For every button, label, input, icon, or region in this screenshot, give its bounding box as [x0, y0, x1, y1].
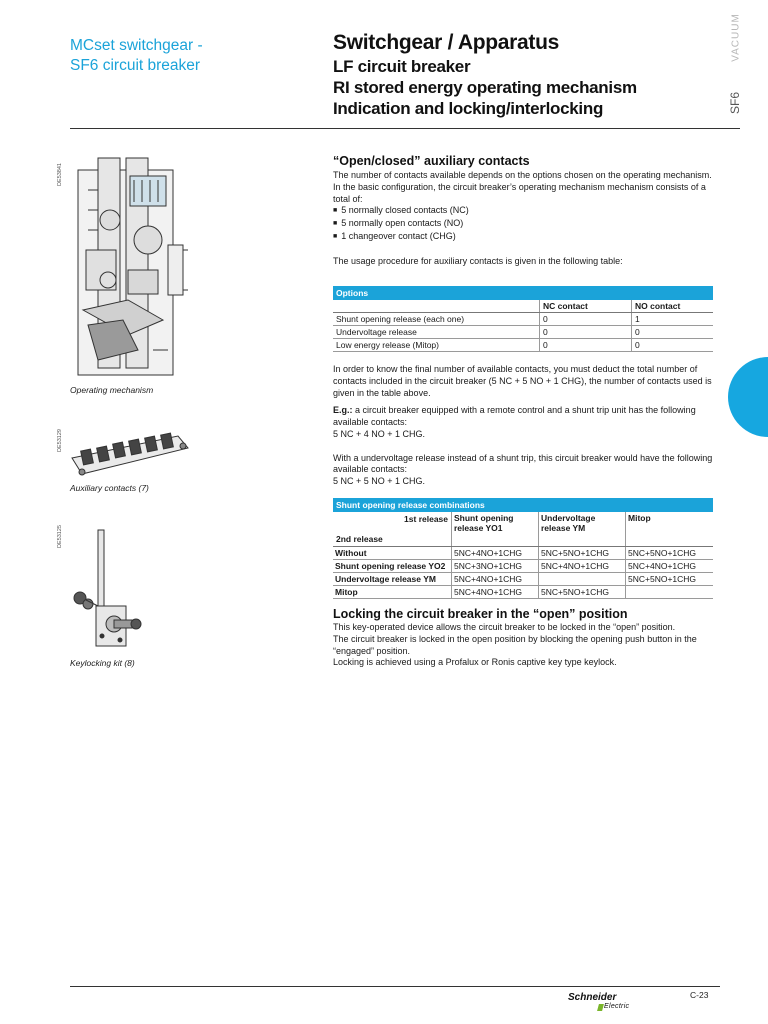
keylocking-kit-illustration	[68, 526, 158, 651]
example-label: E.g.:	[333, 405, 353, 416]
operating-mechanism-illustration	[68, 150, 193, 380]
table-cell: 5NC+4NO+1CHG	[539, 560, 626, 573]
paragraph: With a undervoltage release instead of a shunt trip, this circuit breaker would have the following available contacts:	[333, 452, 713, 475]
row-header: Shunt opening release YO2	[333, 560, 452, 573]
table-row	[333, 547, 713, 560]
table-cell	[539, 573, 626, 586]
options-table	[333, 286, 713, 352]
page-number: C-23	[690, 990, 709, 1000]
header-rule	[70, 128, 740, 129]
table-cell: 0	[632, 339, 714, 352]
corner-label-2nd: 2nd release	[336, 534, 383, 544]
column-header: Mitop	[626, 512, 714, 547]
side-tab-sf6: SF6	[728, 92, 742, 115]
example-result: 5 NC + 5 NO + 1 CHG.	[333, 476, 426, 487]
series-line-2: SF6 circuit breaker	[70, 57, 201, 74]
bullet-item: ■ 1 changeover contact (CHG)	[333, 231, 713, 244]
table-cell	[626, 586, 714, 599]
table-cell: 5NC+5NO+1CHG	[539, 547, 626, 560]
section-aux-contacts-body	[333, 170, 713, 267]
section-heading-aux-contacts: “Open/closed” auxiliary contacts	[333, 154, 530, 168]
table-cell: 5NC+4NO+1CHG	[452, 547, 539, 560]
figure-code-2: DE53129	[57, 429, 63, 452]
example-paragraph	[333, 405, 713, 429]
table-cell: 0	[540, 313, 632, 326]
table-row	[333, 573, 713, 586]
section-locking-body	[333, 622, 713, 669]
series-line-1: MCset switchgear -	[70, 37, 203, 54]
table-cell: 5NC+5NO+1CHG	[626, 573, 714, 586]
corner-label-1st: 1st release	[404, 514, 448, 524]
figure-caption-3: Keylocking kit (8)	[70, 658, 135, 668]
table-cell: 0	[540, 326, 632, 339]
table-cell: Shunt opening release (each one)	[333, 313, 540, 326]
row-header: Mitop	[333, 586, 452, 599]
table-corner-header	[333, 512, 452, 547]
paragraph: Locking is achieved using a Profalux or Ronis captive key type keylock.	[333, 657, 617, 668]
table-cell: 5NC+4NO+1CHG	[452, 573, 539, 586]
paragraph: This key-operated device allows the circuit breaker to be locked in the “open” position.	[333, 622, 676, 632]
table-cell: 5NC+5NO+1CHG	[626, 547, 714, 560]
bullet-item: ■ 5 normally closed contacts (NC)	[333, 205, 713, 218]
side-tab	[722, 14, 746, 114]
page-subtitle-1: LF circuit breaker	[333, 57, 471, 76]
page-title-block	[333, 30, 637, 119]
table-row	[333, 339, 713, 352]
release-combinations-table	[333, 498, 713, 599]
table-row	[333, 560, 713, 573]
footer-rule	[70, 986, 720, 987]
side-tab-vacuum: VACUUM	[730, 13, 742, 62]
figure-code-3: DE53125	[57, 525, 63, 548]
row-header: Without	[333, 547, 452, 560]
column-header	[333, 300, 540, 313]
table-cell: 1	[632, 313, 714, 326]
table-cell: 5NC+5NO+1CHG	[539, 586, 626, 599]
table-cell: 5NC+3NO+1CHG	[452, 560, 539, 573]
column-header: Shunt opening release YO1	[452, 512, 539, 547]
example-result: 5 NC + 4 NO + 1 CHG.	[333, 428, 426, 439]
table-cell: Undervoltage release	[333, 326, 540, 339]
section-contact-count-body	[333, 364, 713, 488]
figure-caption-1: Operating mechanism	[70, 385, 154, 395]
table-cell: 0	[632, 326, 714, 339]
table-cell: 5NC+4NO+1CHG	[626, 560, 714, 573]
paragraph: In order to know the final number of available contacts, you must deduct the total number of contacts included in the circuit breaker (5 NC + 5 NO + 1 CHG), the number of contacts used is given in the table above.	[333, 364, 712, 398]
column-header: NC contact	[540, 300, 632, 313]
brand-logo	[568, 992, 638, 1018]
brand-mark-icon	[597, 1004, 604, 1011]
brand-name: Schneider	[568, 992, 617, 1003]
paragraph: The number of contacts available depends on the options chosen on the operating mechanism.	[333, 170, 712, 180]
table-row	[333, 313, 713, 326]
table-row	[333, 326, 713, 339]
page-title: Switchgear / Apparatus	[333, 31, 560, 54]
chapter-marker	[728, 357, 768, 437]
figure-caption-2: Auxiliary contacts (7)	[70, 483, 149, 493]
column-header: Undervoltage release YM	[539, 512, 626, 547]
paragraph: In the basic configuration, the circuit breaker’s operating mechanism mechanism consists of a total of:	[333, 181, 706, 204]
example-text: a circuit breaker equipped with a remote control and a shunt trip unit has the following available contacts:	[333, 405, 696, 428]
table-cell: 0	[540, 339, 632, 352]
page-subtitle-2: RI stored energy operating mechanism	[333, 78, 637, 97]
paragraph: The circuit breaker is locked in the open position by blocking the opening push button in the “engaged” position.	[333, 633, 697, 656]
row-header: Undervoltage release YM	[333, 573, 452, 586]
table-title: Options	[333, 286, 713, 300]
table-title: Shunt opening release combinations	[333, 498, 713, 512]
column-header: NO contact	[632, 300, 714, 313]
table-row	[333, 586, 713, 599]
section-heading-locking: Locking the circuit breaker in the “open” position	[333, 607, 628, 621]
figure-code-1: DE53841	[57, 163, 63, 186]
table-cell: 5NC+4NO+1CHG	[452, 586, 539, 599]
document-series	[70, 36, 203, 76]
table-cell: Low energy release (Mitop)	[333, 339, 540, 352]
paragraph: The usage procedure for auxiliary contacts is given in the following table:	[333, 255, 623, 266]
brand-sub: Electric	[604, 1003, 630, 1010]
bullet-item: ■ 5 normally open contacts (NO)	[333, 218, 713, 231]
auxiliary-contacts-illustration	[68, 428, 193, 480]
page-subtitle-3: Indication and locking/interlocking	[333, 99, 604, 118]
